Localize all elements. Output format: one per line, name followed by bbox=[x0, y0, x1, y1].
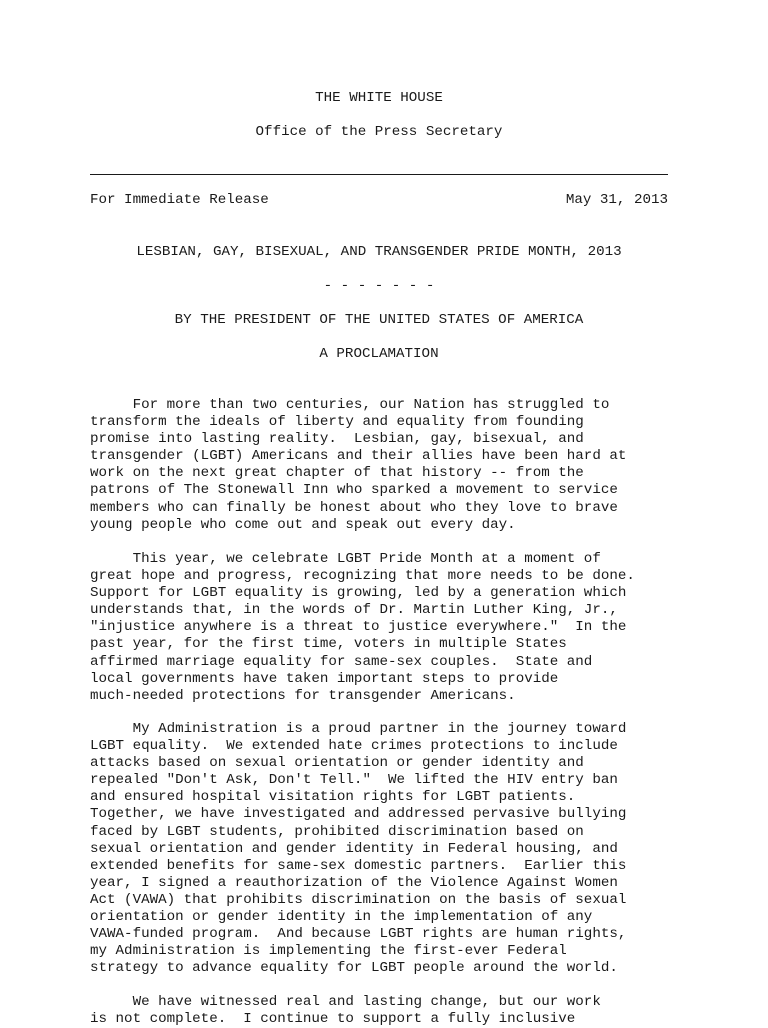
header-office: Office of the Press Secretary bbox=[255, 124, 503, 140]
release-label: For Immediate Release bbox=[90, 192, 269, 208]
header-org: THE WHITE HOUSE bbox=[315, 90, 443, 106]
document-type: A PROCLAMATION bbox=[319, 346, 439, 362]
body-paragraph-4: We have witnessed real and lasting change, but our work is not complete. I continue to support a fully inclusive bbox=[90, 994, 601, 1028]
release-row bbox=[90, 192, 668, 209]
byline: BY THE PRESIDENT OF THE UNITED STATES OF AMERICA bbox=[174, 312, 584, 328]
body-paragraph-1: For more than two centuries, our Nation has struggled to transform the ideals of liberty and equality from founding promise into lasting reality. Lesbian, gay, bisexual, and transgender (LGBT) Americans and their allies have been hard at work on the next great chapter of that history -- from the patrons of The Stonewall Inn who sparked a movement to service members who can finally be honest about who they love to brave young people who come out and speak out every day. bbox=[90, 397, 627, 533]
release-date: May 31, 2013 bbox=[565, 192, 668, 208]
title-separator: - - - - - - - bbox=[323, 278, 435, 294]
body-paragraph-3: My Administration is a proud partner in the journey toward LGBT equality. We extended hate crimes protections to include attacks based on sexual orientation or gender identity and repealed "Don't Ask, Don't Tell." We lifted the HIV entry ban and ensured hospital visitation rights for LGBT patients. Together, we have investigated and addressed pervasive bullying faced by LGBT students, prohibited discrimination based on sexual orientation and gender identity in Federal housing, and extended benefits for same-sex domestic partners. Earlier this year, I signed a reauthorization of the Violence Against Women Act (VAWA) that prohibits discrimination on the basis of sexual orientation or gender identity in the implementation of any VAWA-funded program. And because LGBT rights are human rights, my Administration is implementing the first-ever Federal strategy to advance equality for LGBT people around the world. bbox=[90, 721, 627, 977]
proclamation-title: LESBIAN, GAY, BISEXUAL, AND TRANSGENDER PRIDE MONTH, 2013 bbox=[136, 244, 622, 260]
body-paragraph-2: This year, we celebrate LGBT Pride Month at a moment of great hope and progress, recognizing that more needs to be done. Support for LGBT equality is growing, led by a generation which understands that, in the words of Dr. Martin Luther King, Jr., "injustice anywhere is a threat to justice everywhere." In the past year, for the first time, voters in multiple States affirmed marriage equality for same-sex couples. State and local governments have taken important steps to provide much-needed protections for transgender Americans. bbox=[90, 551, 635, 704]
header-rule bbox=[90, 174, 668, 175]
